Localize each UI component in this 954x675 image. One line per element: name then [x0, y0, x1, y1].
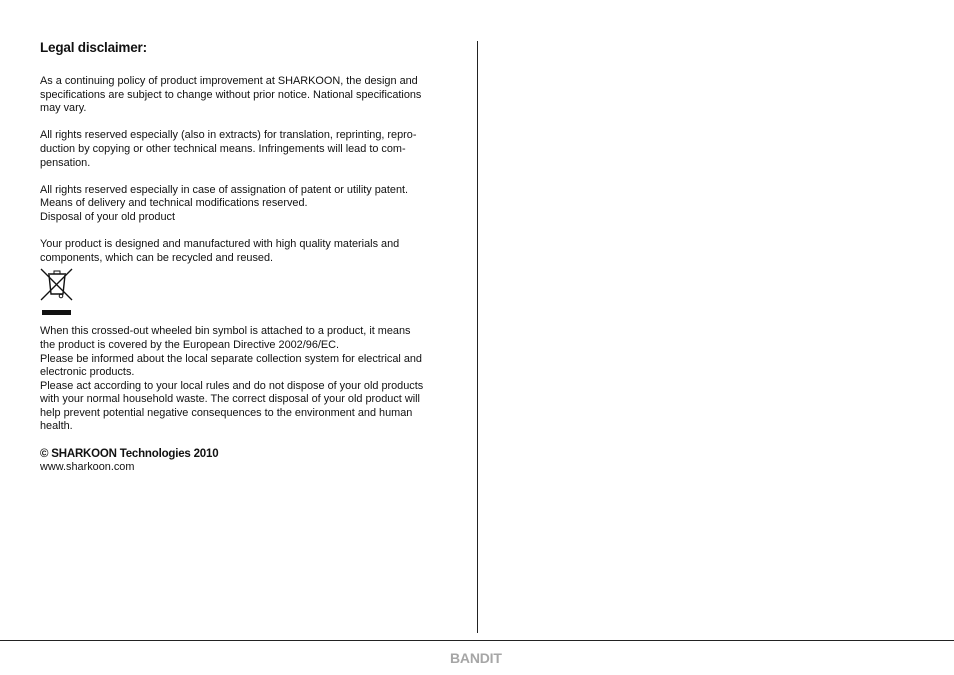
legal-disclaimer-column	[40, 40, 470, 475]
crossed-out-wheeled-bin-icon	[40, 268, 74, 318]
page-heading: Legal disclaimer:	[40, 40, 147, 55]
copyright-notice: © SHARKOON Technologies 2010	[40, 447, 219, 460]
paragraph-weee-directive: When this crossed-out wheeled bin symbol is attached to a product, it means the product is covered by the European Directive 2002/96/EC. Please be informed about the local separate collection system for electrical and electronic products. Please act according to your local rules and do not dispose of your old products with your normal household waste. The correct disposal of your old product will help prevent potential negative consequences to the environment and human health.	[40, 325, 424, 433]
paragraph-patent-disposal: All rights reserved especially in case of assignation of patent or utility patent. Means of delivery and technical modifications reserved. Disposal of your old product	[40, 183, 409, 223]
column-divider	[477, 41, 478, 633]
paragraph-rights-reserved: All rights reserved especially (also in extracts) for translation, reprinting, repro- duction by copying or other technical means. Infringements will lead to com- pensation.	[40, 129, 417, 169]
footer-product-name: BANDIT	[450, 650, 502, 666]
website-link[interactable]: www.sharkoon.com	[40, 461, 135, 474]
paragraph-materials: Your product is designed and manufactured with high quality materials and components, which can be recycled and reused.	[40, 238, 400, 264]
footer-rule	[0, 640, 954, 641]
paragraph-product-improvement: As a continuing policy of product improvement at SHARKOON, the design and specifications are subject to change without prior notice. National specifications may vary.	[40, 75, 422, 115]
